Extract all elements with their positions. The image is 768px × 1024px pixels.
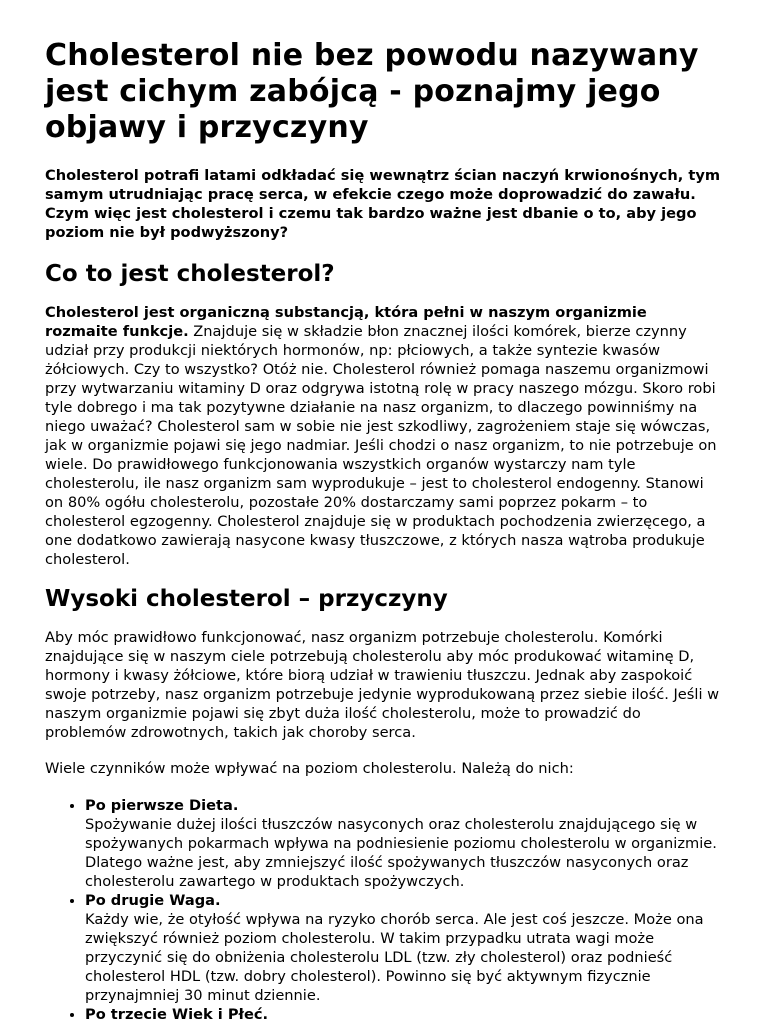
list-item-text: Każdy wie, że otyłość wpływa na ryzyko chorób serca. Ale jest coś jeszcze. Może ona zwiększyć również poziom cholesterolu. W takim przypadku utrata wagi może przyczynić się do obniżenia cholesterolu LDL (tzw. zły cholesterol) oraz podnieść cholesterol HDL (tzw. dobry cholesterol). Powinno się być aktywnym fizycznie przynajmniej 30 minut dziennie. xyxy=(85,911,704,1004)
paragraph-body: Znajduje się w składzie błon znacznej ilości komórek, bierze czynny udział przy produkcji niektórych hormonów, np: płciowych, a także syntezie kwasów żółciowych. Czy to wszystko? Otóż nie. Cholesterol również pomaga naszemu organizmowi przy wytwarzaniu witaminy D oraz odgrywa istotną rolę w pracy naszego mózgu. Skoro robi tyle dobrego i ma tak pozytywne działanie na nasz organizm, to dlaczego powinniśmy na niego uważać? Cholesterol sam w sobie nie jest szkodliwy, zagrożeniem staje się wówczas, jak w organizmie pojawi się jego nadmiar. Jeśli chodzi o nasz organizm, to nie potrzebuje on wiele. Do prawidłowego funkcjonowania wszystkich organów wystarczy nam tyle cholesterolu, ile nasz organizm sam wyprodukuje – jest to cholesterol endogenny. Stanowi on 80% ogółu cholesterolu, pozostałe 20% dostarczamy sami poprzez pokarm – to cholesterol egzogenny. Cholesterol znajduje się w produktach pochodzenia zwierzęcego, a one dodatkowo zawierają nasycone kwasy tłuszczowe, z których nasza wątroba produkuje cholesterol. xyxy=(45,323,717,568)
list-item-title: Po drugie Waga. xyxy=(85,892,221,909)
section-heading-what-is-cholesterol: Co to jest cholesterol? xyxy=(45,261,335,287)
list-item-title: Po pierwsze Dieta. xyxy=(85,797,239,814)
section-paragraph: Aby móc prawidłowo funkcjonować, nasz organizm potrzebuje cholesterolu. Komórki znajdujące się w naszym ciele potrzebują cholesterolu aby móc produkować witaminę D, hormony i kwasy żółciowe, które biorą udział w trawieniu tłuszczu. Jednak aby zaspokoić swoje potrzeby, nasz organizm potrzebuje jedynie wyprodukowaną przez siebie ilość. Jeśli w naszym organizmie pojawi się zbyt duża ilość cholesterolu, może to prowadzić do problemów zdrowotnych, takich jak choroby serca. xyxy=(45,629,720,741)
list-item xyxy=(85,796,723,891)
article-title: Cholesterol nie bez powodu nazywany jest cichym zabójcą - poznajmy jego objawy i przyczyny xyxy=(45,38,699,145)
section-paragraph xyxy=(45,303,723,569)
list-item xyxy=(85,891,723,1005)
list-item-text: Spożywanie dużej ilości tłuszczów nasyconych oraz cholesterolu znajdującego się w spożywanych pokarmach wpływa na podniesienie poziomu cholesterolu w organizmie. Dlatego ważne jest, aby zmniejszyć ilość spożywanych tłuszczów nasyconych oraz cholesterolu zawartego w produktach spożywczych. xyxy=(85,816,717,890)
section-heading-causes: Wysoki cholesterol – przyczyny xyxy=(45,586,448,612)
paragraph-bold-intro: Cholesterol jest organiczną substancją, która pełni w naszym organizmie rozmaite funkcje. xyxy=(45,304,647,340)
factors-list xyxy=(45,796,723,1024)
list-item xyxy=(85,1005,723,1024)
list-item-title: Po trzecie Wiek i Płeć. xyxy=(85,1006,269,1023)
section-paragraph: Wiele czynników może wpływać na poziom cholesterolu. Należą do nich: xyxy=(45,760,574,777)
article-lead: Cholesterol potrafi latami odkładać się wewnątrz ścian naczyń krwionośnych, tym samym utrudniając pracę serca, w efekcie czego może doprowadzić do zawału. Czym więc jest cholesterol i czemu tak bardzo ważne jest dbanie o to, aby jego poziom nie był podwyższony? xyxy=(45,167,721,241)
